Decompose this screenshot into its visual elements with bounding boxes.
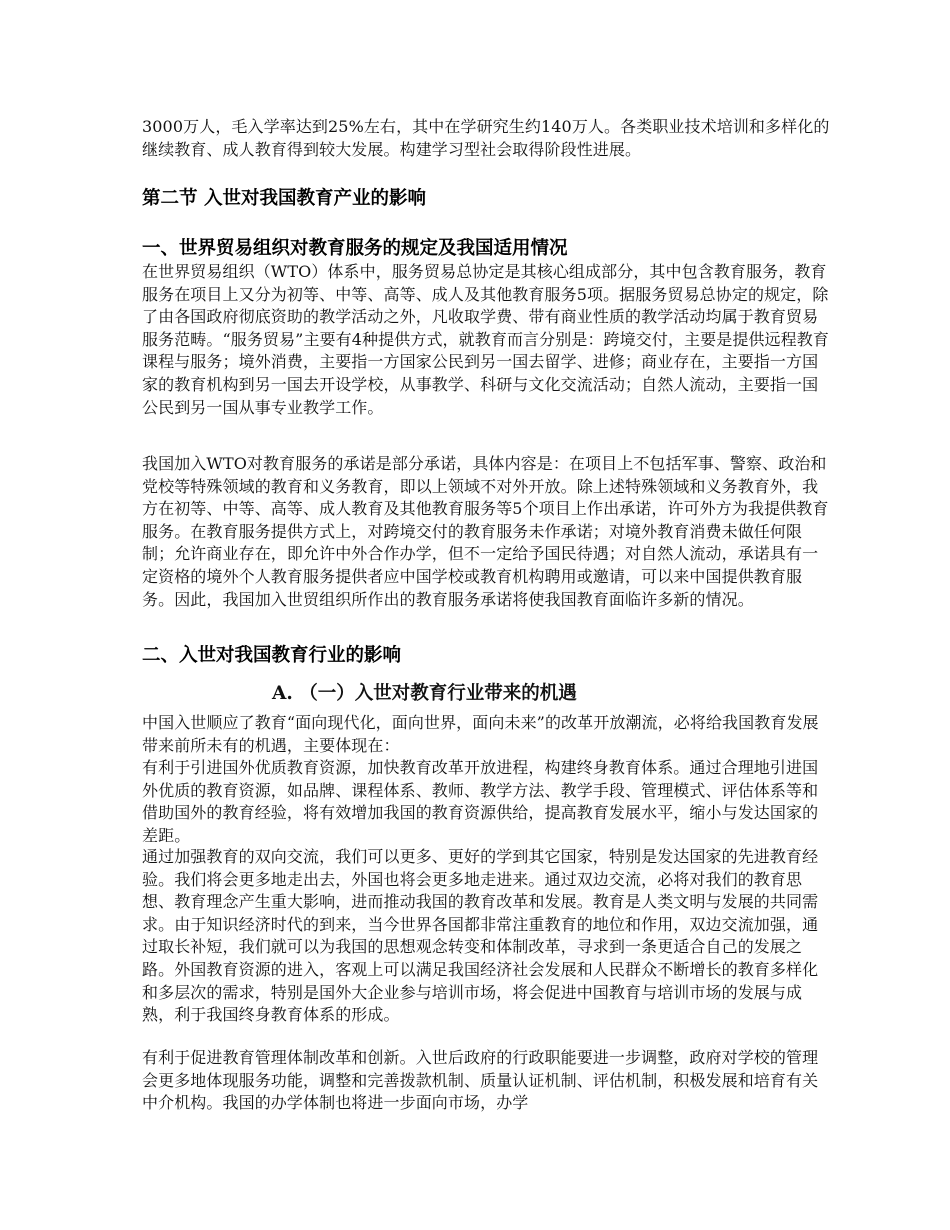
heading-impact: 二、入世对我国教育行业的影响 bbox=[142, 645, 402, 666]
paragraph-wto-gats: 在世界贸易组织（WTO）体系中，服务贸易总协定是其核心组成部分，其中包含教育服务，教育服务在项目上又分为初等、中等、高等、成人及其他教育服务5项。据服务贸易总协定的规定，除了由各国政府彻底资助的教学活动之外，凡收取学费、带有商业性质的教学活动均属于教育贸易服务范畴。“服务贸易”主要有4种提供方式，就教育而言分别是：跨境交付，主要是提供远程教育课程与服务；境外消费，主要指一方国家公民到另一国去留学、进修；商业存在，主要指一方国家的教育机构到另一国去开设学校，从事教学、科研与文化交流活动；自然人流动，主要指一国公民到另一国从事专业教学工作。 bbox=[142, 262, 829, 417]
intro-paragraph: 3000万人，毛入学率达到25%左右，其中在学研究生约140万人。各类职业技术培训和多样化的继续教育、成人教育得到较大发展。构建学习型社会取得阶段性进展。 bbox=[142, 117, 830, 159]
paragraph-foreign-resources: 有利于引进国外优质教育资源，加快教育改革开放进程，构建终身教育体系。通过合理地引进国外优质的教育资源，如品牌、课程体系、教师、教学方法、教学手段、管理模式、评估体系等和借助国外的教育经验，将有效增加我国的教育资源供给，提高教育发展水平，缩小与发达国家的差距。 bbox=[142, 758, 819, 845]
subheading-opportunities: A. （一）入世对教育行业带来的机遇 bbox=[272, 683, 577, 704]
paragraph-opportunities-intro: 中国入世顺应了教育“面向现代化，面向世界，面向未来”的改革开放潮流，必将给我国教育发展带来前所未有的机遇，主要体现在： bbox=[142, 713, 819, 755]
paragraph-exchange: 通过加强教育的双向交流，我们可以更多、更好的学到其它国家，特别是发达国家的先进教育经验。我们将会更多地走出去，外国也将会更多地走进来。通过双边交流，必将对我们的教育思想、教育理念产生重大影响，进而推动我国的教育改革和发展。教育是人类文明与发展的共同需求。由于知识经济时代的到来，当今世界各国都非常注重教育的地位和作用，双边交流加强，通过取长补短，我们就可以为我国的思想观念转变和体制改革，寻求到一条更适合自己的发展之路。外国教育资源的进入，客观上可以满足我国经济社会发展和人民群众不断增长的教育多样化和多层次的需求，特别是国外大企业参与培训市场，将会促进中国教育与培训市场的发展与成熟，利于我国终身教育体系的形成。 bbox=[142, 847, 819, 1025]
paragraph-management-reform: 有利于促进教育管理体制改革和创新。入世后政府的行政职能要进一步调整，政府对学校的管理会更多地体现服务功能，调整和完善拨款机制、质量认证机制、评估机制，积极发展和培育有关中介机构。我国的办学体制也将进一步面向市场，办学 bbox=[142, 1048, 819, 1113]
paragraph-china-commitment: 我国加入WTO对教育服务的承诺是部分承诺，具体内容是：在项目上不包括军事、警察、政治和党校等特殊领域的教育和义务教育，即以上领域不对外开放。除上述特殊领域和义务教育外，我方在初等、中等、高等、成人教育及其他教育服务等5个项目上作出承诺，许可外方为我提供教育服务。在教育服务提供方式上，对跨境交付的教育服务未作承诺；对境外教育消费未做任何限制；允许商业存在，即允许中外合作办学，但不一定给予国民待遇；对自然人流动，承诺具有一定资格的境外个人教育服务提供者应中国学校或教育机构聘用或邀请，可以来中国提供教育服务。因此，我国加入世贸组织所作出的教育服务承诺将使我国教育面临许多新的情况。 bbox=[142, 454, 829, 609]
heading-wto-rules: 一、世界贸易组织对教育服务的规定及我国适用情况 bbox=[142, 238, 568, 259]
section-title: 第二节 入世对我国教育产业的影响 bbox=[142, 188, 426, 209]
